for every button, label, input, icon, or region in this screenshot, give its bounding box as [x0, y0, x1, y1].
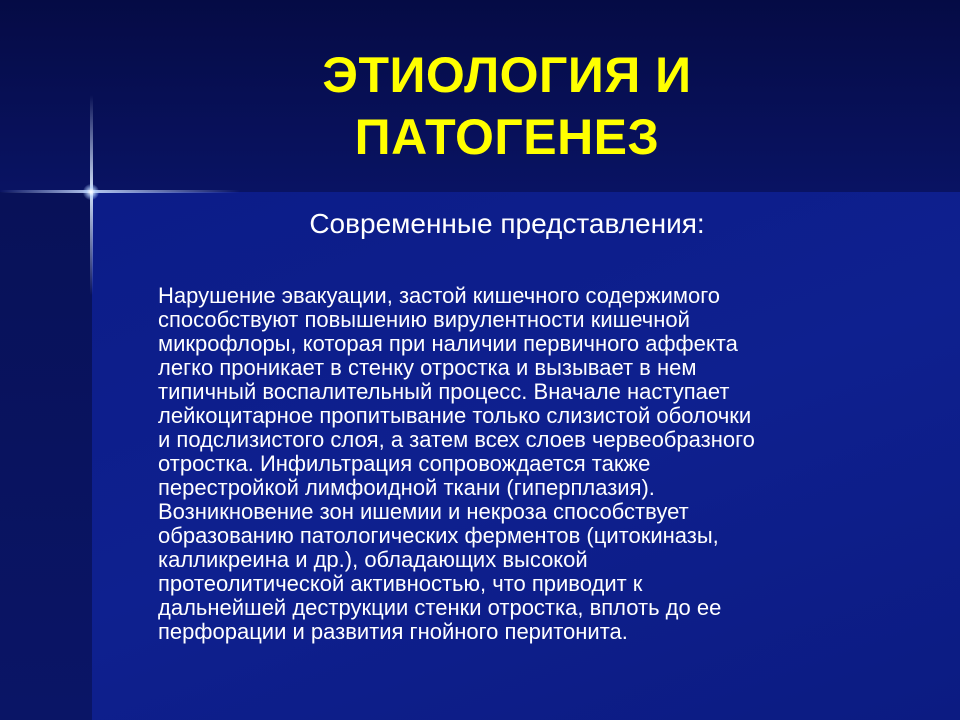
slide-title-line: ЭТИОЛОГИЯ И — [322, 47, 692, 103]
body-line: легко проникает в стенку отростка и вызывает в нем — [158, 355, 697, 380]
star-flare-core-icon — [83, 184, 99, 200]
left-band — [0, 192, 92, 720]
body-line: перестройкой лимфоидной ткани (гиперплазия). — [158, 475, 655, 500]
slide-title — [0, 44, 960, 168]
body-line: и подслизистого слоя, а затем всех слоев червеобразного — [158, 427, 755, 452]
body-line: образованию патологических ферментов (цитокиназы, — [158, 523, 719, 548]
body-line: микрофлоры, которая при наличии первичного аффекта — [158, 331, 738, 356]
body-line: Возникновение зон ишемии и некроза способствует — [158, 499, 689, 524]
body-line: дальнейшей деструкции стенки отростка, вплоть до ее — [158, 595, 722, 620]
body-line: протеолитической активностью, что приводит к — [158, 571, 643, 596]
body-line: способствуют повышению вирулентности кишечной — [158, 307, 690, 332]
body-line: типичный воспалительный процесс. Вначале наступает — [158, 379, 730, 404]
body-line: отростка. Инфильтрация сопровождается также — [158, 451, 651, 476]
body-line: Нарушение эвакуации, застой кишечного содержимого — [158, 283, 720, 308]
body-line: перфорации и развития гнойного перитонита. — [158, 619, 628, 644]
slide-subtitle: Современные представления: — [309, 208, 705, 239]
star-flare-icon — [0, 190, 240, 193]
body-line: калликреина и др.), обладающих высокой — [158, 547, 588, 572]
body-paragraph — [158, 284, 898, 644]
slide-title-line: ПАТОГЕНЕЗ — [354, 109, 660, 165]
body-line: лейкоцитарное пропитывание только слизистой оболочки — [158, 403, 752, 428]
